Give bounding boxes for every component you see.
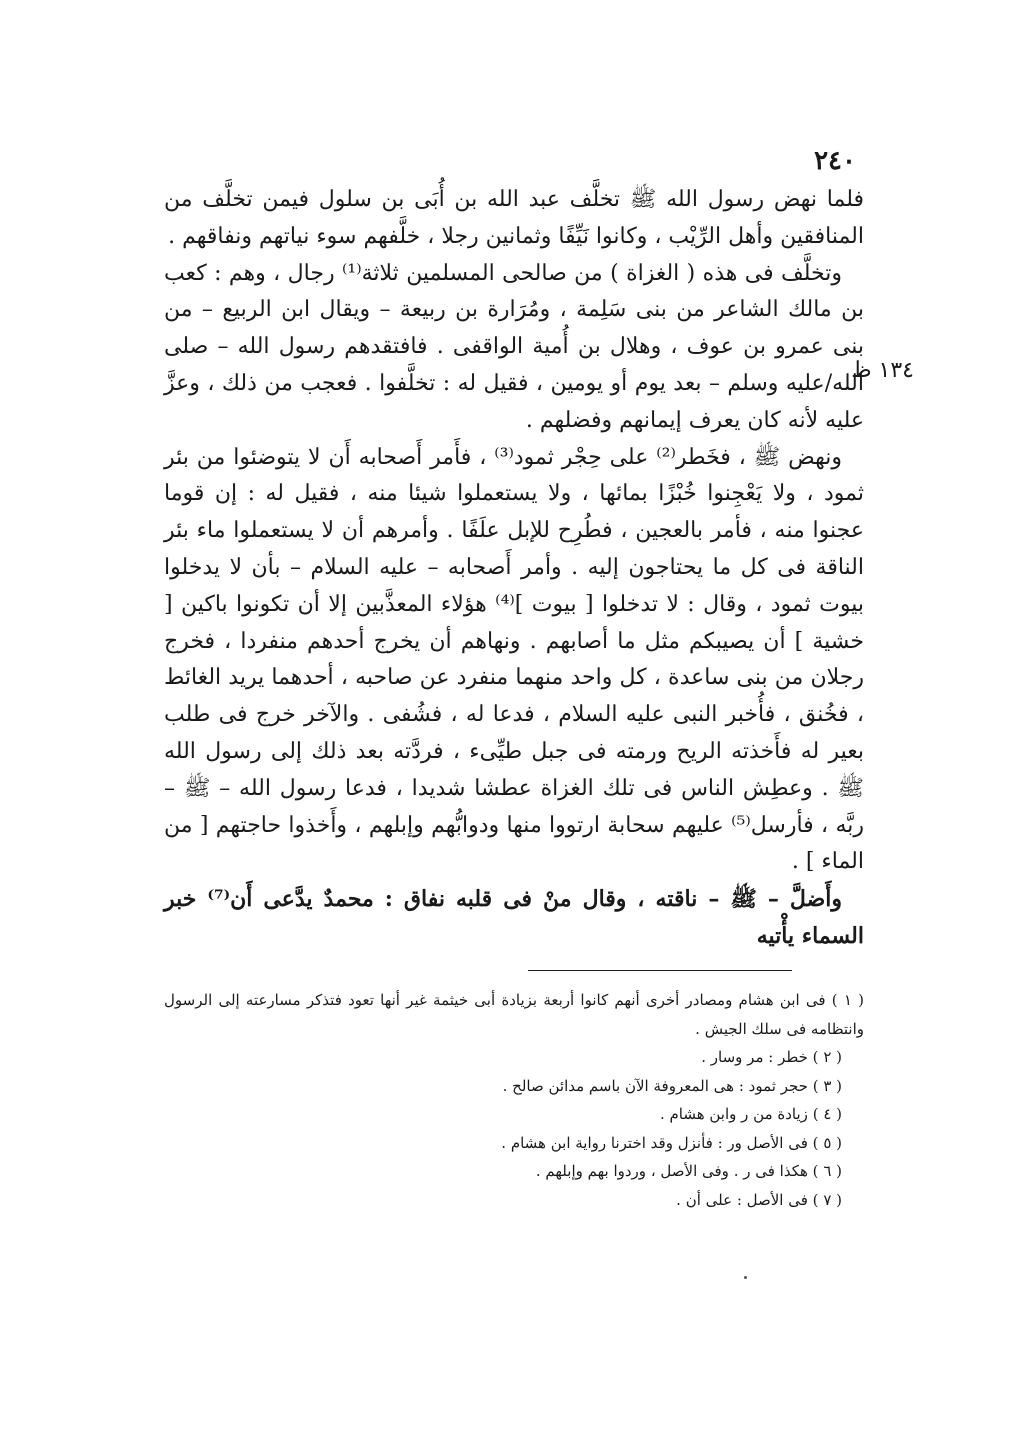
footnote-5: ( ٥ ) فى الأصل ور : فأنزل وقد اخترنا رواية ابن هشام . xyxy=(501,1133,842,1152)
folio-margin-note: ١٣٤ ظ xyxy=(851,358,914,383)
paragraph-1: فلما نهض رسول الله ﷺ تخلَّف عبد الله بن أُبَى بن سلول فيمن تخلَّف من المنافقين وأهل الرِّيْب ، وكانوا نَيِّفًا وثمانين رجلا ، خلَّفهم سوء نياتهم ونفاقهم . xyxy=(164,187,864,249)
paragraph-3: ونهض ﷺ ، فخَطر⁽²⁾ على حِجْر ثمود⁽³⁾ ، فأَمر أَصحابه أَن لا يتوضئوا من بئر ثمود ، ولا يَعْجِنوا خُبْزًا بمائها ، ولا يستعملوا شيئا منه ، فقيل له : إن قوما عجنوا منه ، فأمر بالعجين ، فطُرِح للإبل علَفًا . وأمرهم أن لا يستعملوا ماء بئر الناقة فى كل ما يحتاجون إليه . وأمر أَصحابه – عليه السلام – بأن لا يدخلوا بيوت ثمود ، وقال : لا تدخلوا [ بيوت ]⁽⁴⁾ هؤلاء المعذَّبين إلا أن تكونوا باكين [ خشية ] أن يصيبكم مثل ما أصابهم . ونهاهم أن يخرج أحدهم منفردا ، فخرج رجلان من بنى ساعدة ، كل واحد منهما منفرد عن صاحبه ، أحدهما يريد الغائط ، فخُنق ، فأُخبر النبى عليه السلام ، فدعا له ، فشُفى . والآخر خرج فى طلب بعير له فأَخذته الريح ورمته فى جبل طيِّىء ، فردَّته بعد ذلك إلى رسول الله ﷺ . وعطِش الناس فى تلك الغزاة عطشا شديدا ، فدعا رسول الله – ﷺ – ربَّه ، فأرسل⁽⁵⁾ عليهم سحابة ارتووا منها ودوابُّهم وإبلهم ، وأَخذوا حاجتهم [ من الماء ] . xyxy=(164,444,865,875)
footnote-7: ( ٧ ) فى الأصل : على أن . xyxy=(676,1190,842,1209)
footnotes-section xyxy=(164,986,864,1214)
main-text-body xyxy=(164,182,864,955)
footnote-4: ( ٤ ) زيادة من ر وابن هشام . xyxy=(659,1105,842,1123)
footnote-3: ( ٣ ) حجر ثمود : هى المعروفة الآن باسم مدائن صالح . xyxy=(502,1076,842,1095)
footnote-1: ( ١ ) فى ابن هشام ومصادر أخرى أنهم كانوا أربعة بزيادة أبى خيثمة غير أنها تعود فتذكر مسارعته إلى الرسول وانتظامه فى سلك الجيش . xyxy=(164,991,865,1038)
footnote-separator-line xyxy=(528,970,792,971)
footnote-6: ( ٦ ) هكذا فى ر . وفى الأصل ، وردوا بهم وإبلهم . xyxy=(535,1162,842,1180)
footnote-2: ( ٢ ) خطر : مر وسار . xyxy=(701,1048,842,1066)
scan-speck xyxy=(744,1276,747,1279)
paragraph-2: وتخلَّف فى هذه ( الغزاة ) من صالحى المسلمين ثلاثة⁽¹⁾ رجال ، وهم : كعب بن مالك الشاعر من بنى سَلِمة ، ومُرَارة بن ربيعة – ويقال ابن الربيع – من بنى عمرو بن عوف ، وهلال بن أُمية الواقفى . فافتقدهم رسول الله – صلى الله/عليه وسلم – بعد يوم أو يومين ، فقيل له : تخلَّفوا . فعجب من ذلك ، وعزَّ عليه لأنه كان يعرف إيمانهم وفضلهم . xyxy=(164,260,864,433)
paragraph-4: وأَضلَّ – ﷺ – ناقته ، وقال منْ فى قلبه نفاق : محمدٌ يدَّعى أَن⁽⁷⁾ خبر السماء يأْتيه xyxy=(164,886,864,949)
page-number: ٢٤٠ xyxy=(814,146,856,176)
